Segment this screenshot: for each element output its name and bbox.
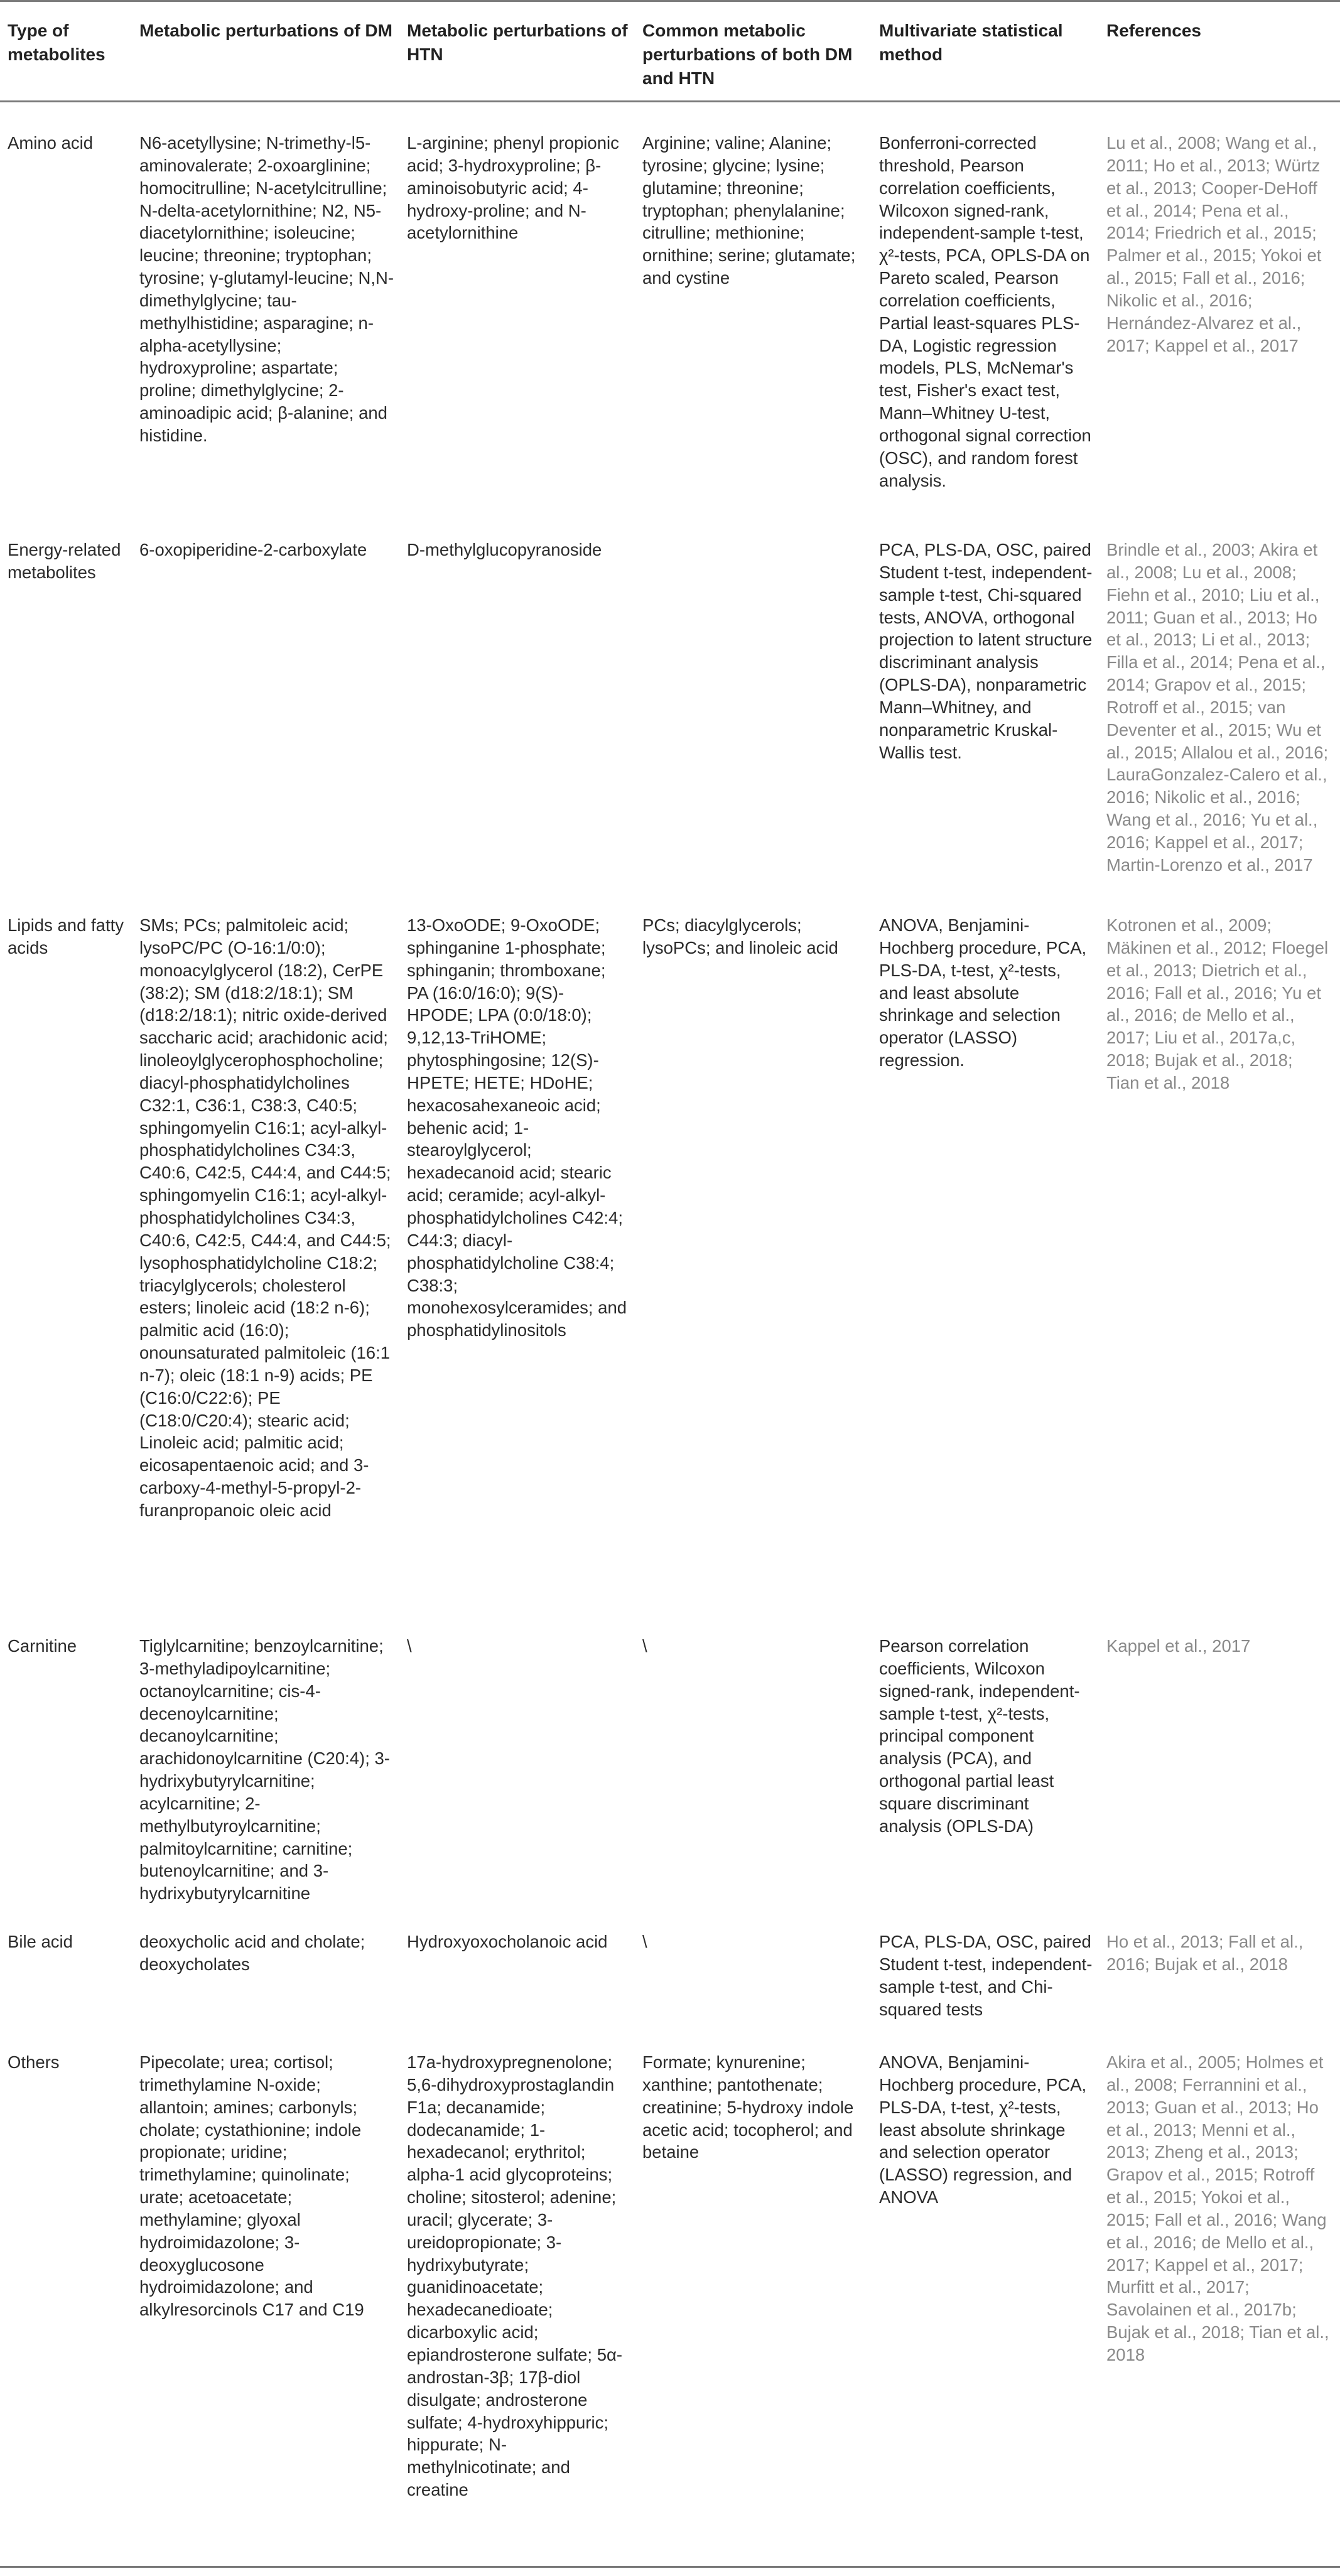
row-method: Pearson correlation coefficients, Wilcoxon signed-rank, independent-sample t-test, χ²-tests, principal component analysis (PCA), and orthogonal partial least square discriminant analysis (OPLS-DA) — [879, 1636, 1080, 1836]
row-common: \ — [642, 1636, 647, 1656]
row-type: Bile acid — [8, 1932, 73, 1951]
header-dm: Metabolic perturbations of DM — [139, 21, 392, 40]
row-common: PCs; diacylglycerols; lysoPCs; and linoleic acid — [642, 915, 838, 957]
row-dm: Pipecolate; urea; cortisol; trimethylamine N-oxide; allantoin; amines; carbonyls; cholate; cystathionine; indole propionate; uridine; trimethylamine; quinolinate; urate; acetoacetate; methylamine; glyoxal hydroimidazolone; 3-deoxyglucosone hydroimidazolone; and alkylresorcinols C17 and C19 — [139, 2052, 364, 2320]
row-references: Ho et al., 2013; Fall et al., 2016; Bujak et al., 2018 — [1106, 1932, 1304, 1974]
row-htn: Hydroxyoxocholanoic acid — [407, 1932, 608, 1951]
row-common: \ — [642, 1932, 647, 1951]
row-method: ANOVA, Benjamini-Hochberg procedure, PCA, PLS-DA, t-test, χ²-tests, and least absolute shrinkage and selection operator (LASSO) regression. — [879, 915, 1087, 1070]
row-htn: L-arginine; phenyl propionic acid; 3-hydroxyproline; β-aminoisobutyric acid; 4-hydroxy-proline; and N-acetylornithine — [407, 133, 619, 243]
row-method: ANOVA, Benjamini-Hochberg procedure, PCA, PLS-DA, t-test, χ²-tests, least absolute shrinkage and selection operator (LASSO) regression, and ANOVA — [879, 2052, 1087, 2207]
row-type: Carnitine — [8, 1636, 77, 1656]
header-htn: Metabolic perturbations of HTN — [407, 21, 628, 64]
row-dm: 6-oxopiperidine-2-carboxylate — [139, 540, 367, 559]
row-common: Arginine; valine; Alanine; tyrosine; glycine; lysine; glutamine; threonine; tryptophan; phenylalanine; citrulline; methionine; ornithine; serine; glutamate; and cystine — [642, 133, 856, 288]
row-common: Formate; kynurenine; xanthine; pantothenate; creatinine; 5-hydroxy indole acetic acid; tocopherol; and betaine — [642, 2052, 854, 2162]
row-method: Bonferroni-corrected threshold, Pearson correlation coefficients, Wilcoxon signed-rank, independent-sample t-test, χ²-tests, PCA, OPLS-DA on Pareto scaled, Pearson correlation coefficients, Partial least-squares PLS-DA, Logistic regression models, PLS, McNemar's test, Fisher's exact test, Mann–Whitney U-test, orthogonal signal correction (OSC), and random forest analysis. — [879, 133, 1091, 490]
row-type: Energy-related metabolites — [8, 540, 121, 582]
row-references: Lu et al., 2008; Wang et al., 2011; Ho et al., 2013; Würtz et al., 2013; Cooper-DeHoff et al., 2014; Pena et al., 2014; Friedrich et al., 2015; Palmer et al., 2015; Yokoi et al., 2015; Fall et al., 2016; Nikolic et al., 2016; Hernández-Alvarez et al., 2017; Kappel et al., 2017 — [1106, 133, 1322, 355]
row-type: Lipids and fatty acids — [8, 915, 124, 957]
row-method: PCA, PLS-DA, OSC, paired Student t-test, independent-sample t-test, and Chi-squared tests — [879, 1932, 1093, 2019]
header-rule — [0, 100, 1340, 102]
row-type: Others — [8, 2052, 60, 2072]
row-dm: Tiglylcarnitine; benzoylcarnitine; 3-methyladipoylcarnitine; octanoylcarnitine; cis-4-decenoylcarnitine; decanoylcarnitine; arachidonoylcarnitine (C20:4); 3-hydrixybutyrylcarnitine; acylcarnitine; 2-methylbutyroylcarnitine; palmitoylcarnitine; carnitine; butenoylcarnitine; and 3-hydrixybutyrylcarnitine — [139, 1636, 390, 1904]
row-references: Brindle et al., 2003; Akira et al., 2008; Lu et al., 2008; Fiehn et al., 2010; Liu et al., 2011; Guan et al., 2013; Ho et al., 2013; Li et al., 2013; Filla et al., 2014; Pena et al., 2014; Grapov et al., 2015; Rotroff et al., 2015; van Deventer et al., 2015; Wu et al., 2015; Allalou et al., 2016; LauraGonzalez-Calero et al., 2016; Nikolic et al., 2016; Wang et al., 2016; Yu et al., 2016; Kappel et al., 2017; Martin-Lorenzo et al., 2017 — [1106, 540, 1329, 875]
row-htn: 13-OxoODE; 9-OxoODE; sphinganine 1-phosphate; sphinganin; thromboxane; PA (16:0/16:0); 9(S)-HPODE; LPA (0:0/18:0); 9,12,13-TriHOME; phytosphingosine; 12(S)-HPETE; HETE; HDoHE; hexacosahexaneoic acid; behenic acid; 1-stearoylglycerol; hexadecanoid acid; stearic acid; ceramide; acyl-alkyl-phosphatidylcholines C42:4; C44:3; diacyl-phosphatidylcholine C38:4; C38:3; monohexosylceramides; and phosphatidylinositols — [407, 915, 627, 1340]
row-references: Akira et al., 2005; Holmes et al., 2008; Ferrannini et al., 2013; Guan et al., 2013; Ho et al., 2013; Menni et al., 2013; Zheng et al., 2013; Grapov et al., 2015; Rotroff et al., 2015; Yokoi et al., 2015; Fall et al., 2016; Wang et al., 2016; de Mello et al., 2017; Kappel et al., 2017; Murfitt et al., 2017; Savolainen et al., 2017b; Bujak et al., 2018; Tian et al., 2018 — [1106, 2052, 1329, 2364]
row-dm: SMs; PCs; palmitoleic acid; lysoPC/PC (O-16:1/0:0); monoacylglycerol (18:2), CerPE (38:2); SM (d18:2/18:1); SM (d18:2/18:1); nitric oxide-derived saccharic acid; arachidonic acid; linoleoylglycerophosphocholine; diacyl-phosphatidylcholines C32:1, C36:1, C38:3, C40:5; sphingomyelin C16:1; acyl-alkyl-phosphatidylcholines C34:3, C40:6, C42:5, C44:4, and C44:5; sphingomyelin C16:1; acyl-alkyl-phosphatidylcholines C34:3, C40:6, C42:5, C44:4, and C44:5; lysophosphatidylcholine C18:2; triacylglycerols; cholesterol esters; linoleic acid (18:2 n-6); palmitic acid (16:0); onounsaturated palmitoleic (16:1 n-7); oleic (18:1 n-9) acids; PE (C16:0/C22:6); PE (C18:0/C20:4); stearic acid; Linoleic acid; palmitic acid; eicosapentaenoic acid; and 3-carboxy-4-methyl-5-propyl-2-furanpropanoic oleic acid — [139, 915, 391, 1520]
row-type: Amino acid — [8, 133, 94, 153]
row-dm: N6-acetyllysine; N-trimethy-l5-aminovalerate; 2-oxoarglinine; homocitrulline; N-acetylcitrulline; N-delta-acetylornithine; N2, N5-diacetylornithine; isoleucine; leucine; threonine; tryptophan; tyrosine; γ-glutamyl-leucine; N,N-dimethylglycine; tau-methylhistidine; asparagine; n-alpha-acetyllysine; hydroxyproline; aspartate; proline; dimethylglycine; 2-aminoadipic acid; β-alanine; and histidine. — [139, 133, 394, 445]
header-method: Multivariate statistical method — [879, 21, 1063, 64]
row-dm: deoxycholic acid and cholate; deoxycholates — [139, 1932, 365, 1974]
header-type: Type of metabolites — [8, 21, 105, 64]
row-references: Kappel et al., 2017 — [1106, 1636, 1251, 1656]
header-common: Common metabolic perturbations of both DM and HTN — [642, 21, 853, 88]
table-bottom-rule — [0, 2566, 1340, 2568]
row-method: PCA, PLS-DA, OSC, paired Student t-test, independent-sample t-test, Chi-squared tests, ANOVA, orthogonal projection to latent structure discriminant analysis (OPLS-DA), nonparametric Mann–Whitney, and nonparametric Kruskal-Wallis test. — [879, 540, 1093, 762]
row-htn: 17a-hydroxypregnenolone; 5,6-dihydroxyprostaglandin F1a; decanamide; dodecanamide; 1-hexadecanol; erythritol; alpha-1 acid glycoproteins; choline; sitosterol; adenine; uracil; glycerate; 3-ureidopropionate; 3-hydrixybutyrate; guanidinoacetate; hexadecanedioate; dicarboxylic acid; epiandrosterone sulfate; 5α-androstan-3β; 17β-diol disulgate; androsterone sulfate; 4-hydroxyhippuric; hippurate; N-methylnicotinate; and creatine — [407, 2052, 623, 2500]
table-top-rule — [0, 0, 1340, 2]
row-htn: D-methylglucopyranoside — [407, 540, 602, 559]
header-references: References — [1106, 21, 1201, 40]
row-htn: \ — [407, 1636, 412, 1656]
row-references: Kotronen et al., 2009; Mäkinen et al., 2012; Floegel et al., 2013; Dietrich et al., 2016; Fall et al., 2016; Yu et al., 2016; de Mello et al., 2017; Liu et al., 2017a,c, 2018; Bujak et al., 2018; Tian et al., 2018 — [1106, 915, 1329, 1092]
